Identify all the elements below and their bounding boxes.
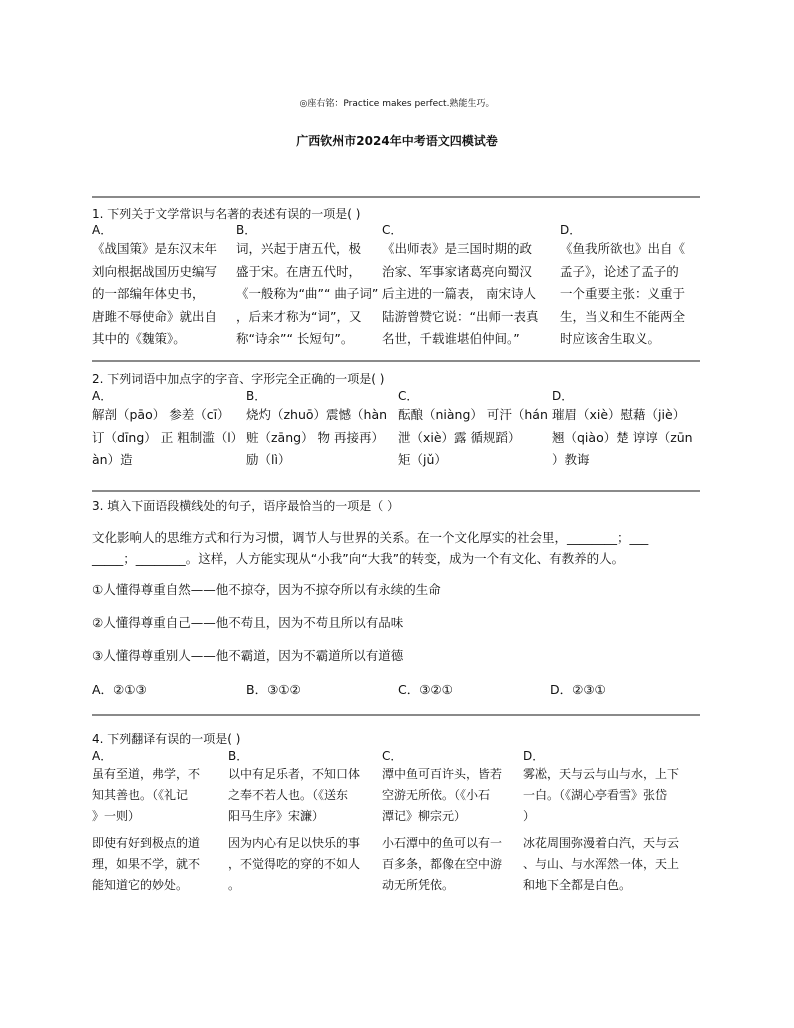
divider-q1 xyxy=(92,196,700,198)
option-line: 雾凇，天与云与山与水，上下 xyxy=(523,767,680,781)
option-line: 泄（xiè）露 循规蹈） xyxy=(398,429,521,445)
option-line: 《出师表》是三国时期的政 xyxy=(382,241,533,256)
q4-translation-a xyxy=(92,833,228,896)
translation-line: 即使有好到极点的道 xyxy=(92,836,201,850)
option-line: 之奉不若人也。（《送东 xyxy=(228,788,349,802)
q3-sentence-1: ①人懂得尊重自然——他不掠夺，因为不掠夺所以有永续的生命 xyxy=(92,582,441,597)
option-label: A． xyxy=(92,223,113,237)
q3-sentence-3: ③人懂得尊重别人——他不霸道，因为不霸道所以有道德 xyxy=(92,648,404,663)
translation-line: 理，如果不学，就不 xyxy=(92,857,201,871)
option-line: 》一则） xyxy=(92,809,141,823)
option-line: 以中有足乐者，不知口体 xyxy=(228,767,361,781)
option-label: B． xyxy=(246,389,267,403)
q4-stem: 4. 下列翻译有误的一项是( ) xyxy=(92,732,241,746)
option-line: 唐雎不辱使命》就出自 xyxy=(92,308,218,324)
q1-option-a[interactable] xyxy=(92,222,234,351)
option-line: 《鱼我所欲也》出自《 xyxy=(560,241,686,256)
option-line: 其中的《魏策》。 xyxy=(92,331,186,346)
option-label: D． xyxy=(523,749,545,763)
q3-paragraph-line: _____；________。这样，人方能实现从“小我”向“大我”的转变，成为一个有文化、有教养的人。 xyxy=(92,551,625,566)
option-line: 烧灼（zhuō）震憾（hàn xyxy=(246,407,388,422)
q2-stem: 2. 下列词语中加点字的字音、字形完全正确的一项是( ) xyxy=(92,372,385,386)
q4-option-a[interactable] xyxy=(92,748,228,827)
option-line: 一个重要主张：义重于 xyxy=(560,286,686,301)
option-line: 孟子》，论述了孟子的 xyxy=(560,263,679,279)
option-line: 励（lì） xyxy=(246,452,291,467)
option-label: B． xyxy=(236,223,257,237)
option-line: 的一部编年体史书， xyxy=(92,286,205,301)
q2-option-d[interactable] xyxy=(552,388,702,472)
option-label: A． xyxy=(92,389,113,403)
option-line: 《战国策》是东汉末年 xyxy=(92,241,218,256)
option-line: 盛于宋。在唐五代时， xyxy=(236,263,362,279)
divider-q4 xyxy=(92,714,700,716)
option-label: D． xyxy=(560,223,582,237)
q3-choice-d[interactable]: D．②③① xyxy=(550,682,606,697)
option-line: 赃（zāng） 物 再接再） xyxy=(246,429,385,445)
option-line: 刘向根据战国历史编写 xyxy=(92,263,218,279)
option-line: 名世，千载谁堪伯仲间。” xyxy=(382,331,520,346)
option-line: 解剖（pāo） 参差（cī） xyxy=(92,407,230,422)
option-label: B． xyxy=(228,749,249,763)
option-line: 潭中鱼可百许头，皆若 xyxy=(382,767,503,781)
option-line: 生，当义和生不能两全 xyxy=(560,308,686,324)
option-line: 时应该舍生取义。 xyxy=(560,331,661,346)
option-line: 空游无所依。（《小石 xyxy=(382,788,491,802)
q4-option-d[interactable] xyxy=(523,748,703,827)
page-title: 广西钦州市2024年中考语文四模试卷 xyxy=(296,134,498,148)
translation-line: 百多条，都像在空中游 xyxy=(382,857,503,871)
option-line: 知其善也。（《礼记 xyxy=(92,788,189,802)
translation-line: ，不觉得吃的穿的不如人 xyxy=(228,857,361,871)
option-label: C． xyxy=(398,389,419,403)
option-line: 治家、军事家诸葛亮向蜀汉 xyxy=(382,263,533,279)
q4-translation-d xyxy=(523,833,703,896)
q2-option-c[interactable] xyxy=(398,388,550,472)
q3-choice-c[interactable]: C．③②① xyxy=(398,682,453,697)
option-line: 翘（qiào）楚 谆谆（zūn xyxy=(552,429,693,445)
option-line: 阳马生序》宋濂） xyxy=(228,809,325,823)
option-line: 词，兴起于唐五代，极 xyxy=(236,241,362,256)
motto: ◎座右铭：Practice makes perfect.熟能生巧。 xyxy=(299,99,495,109)
option-line: 矩（jǔ） xyxy=(398,452,447,467)
option-line: 称“诗余”“ 长短句”。 xyxy=(236,331,354,346)
q1-option-b[interactable] xyxy=(236,222,380,351)
translation-line: 小石潭中的鱼可以有一 xyxy=(382,836,503,850)
option-line: 陆游曾赞它说：“出师一表真 xyxy=(382,308,539,324)
option-line: 璀眉（xiè）慰藉（jiè） xyxy=(552,407,686,422)
option-line: ） xyxy=(523,809,536,823)
option-line: 订（dīng） 正 粗制滥（l） xyxy=(92,429,244,445)
option-line: 一白。（《湖心亭看雪》张岱 xyxy=(523,788,668,802)
option-label: D． xyxy=(552,389,574,403)
translation-line: 和地下全都是白色。 xyxy=(523,878,632,892)
option-label: C． xyxy=(382,749,403,763)
option-line: 虽有至道，弗学，不 xyxy=(92,767,201,781)
q3-stem: 3. 填入下面语段横线处的句子，语序最恰当的一项是（ ） xyxy=(92,499,400,513)
option-line: ，后来才称为“词”，又 xyxy=(236,308,362,324)
option-label: A． xyxy=(92,749,113,763)
option-line: àn）造 xyxy=(92,452,133,467)
option-line: ）教诲 xyxy=(552,452,590,467)
q1-stem: 1. 下列关于文学常识与名著的表述有误的一项是( ) xyxy=(92,207,361,221)
q4-option-b[interactable] xyxy=(228,748,380,827)
q3-sentence-2: ②人懂得尊重自己——他不苟且，因为不苟且所以有品味 xyxy=(92,615,404,630)
q2-option-a[interactable] xyxy=(92,388,246,472)
translation-line: 能知道它的妙处。 xyxy=(92,878,189,892)
q3-paragraph-line: 文化影响人的思维方式和行为习惯，调节人与世界的关系。在一个文化厚实的社会里，________；___ xyxy=(92,530,649,545)
translation-line: 因为内心有足以快乐的事 xyxy=(228,836,361,850)
translation-line: 冰花周围弥漫着白汽，天与云 xyxy=(523,836,680,850)
divider-q2 xyxy=(92,360,700,362)
q4-translation-c xyxy=(382,833,522,896)
q1-option-c[interactable] xyxy=(382,222,558,351)
option-line: 《一般称为“曲”“ 曲子词” xyxy=(236,286,379,301)
divider-q3 xyxy=(92,490,700,492)
option-line: 酝酿（niàng） 可汗（hán xyxy=(398,407,548,422)
q3-choice-a[interactable]: A．②①③ xyxy=(92,682,147,697)
option-line: 后主进的一篇表， 南宋诗人 xyxy=(382,286,536,301)
q2-option-b[interactable] xyxy=(246,388,394,472)
translation-line: 。 xyxy=(228,878,241,892)
q4-translation-b xyxy=(228,833,380,896)
q3-choice-b[interactable]: B．③①② xyxy=(246,682,301,697)
option-line: 潭记》柳宗元） xyxy=(382,809,467,823)
q1-option-d[interactable] xyxy=(560,222,702,351)
q4-option-c[interactable] xyxy=(382,748,522,827)
translation-line: 、与山、与水浑然一体，天上 xyxy=(523,857,680,871)
option-label: C． xyxy=(382,223,403,237)
translation-line: 动无所凭依。 xyxy=(382,878,455,892)
